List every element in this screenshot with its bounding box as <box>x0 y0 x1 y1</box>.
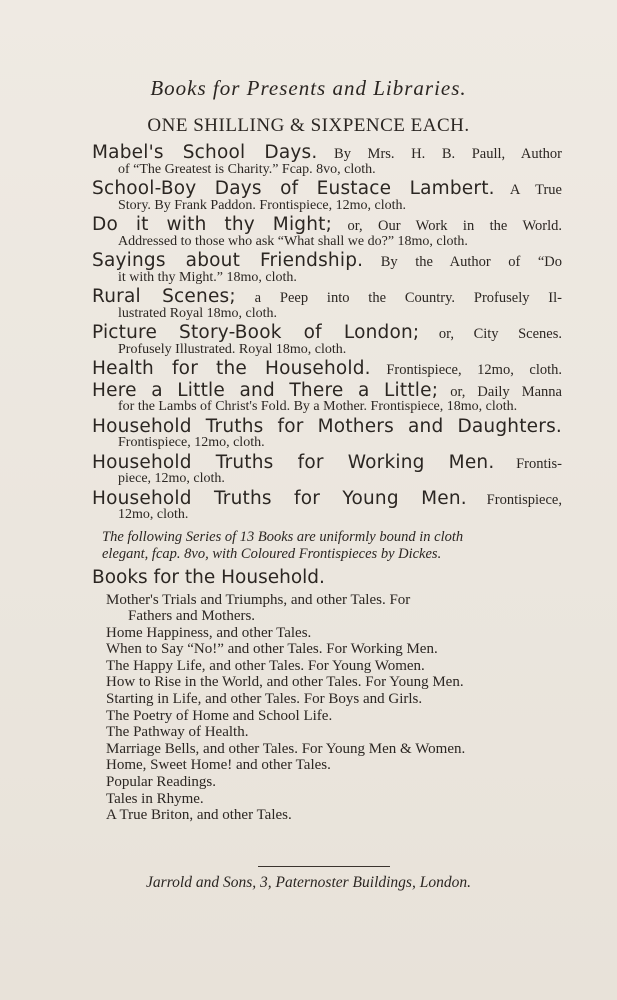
series-item <box>106 724 562 741</box>
entry-description: Frontispiece, <box>466 491 562 508</box>
entry-first-line <box>92 142 563 163</box>
entry-title: Rural Scenes; <box>92 286 236 307</box>
entry-continuation: piece, 12mo, cloth. <box>118 471 225 486</box>
entry-first-line <box>92 415 562 437</box>
series-item-title: Starting in Life, and other Tales. For Boys and Girls. <box>106 691 423 708</box>
series-item-title: The Pathway of Health. <box>106 724 249 741</box>
series-item-title: Home Happiness, and other Tales. <box>106 624 312 641</box>
entry-first-line <box>92 322 562 343</box>
entry-title: Here a Little and There a Little; <box>92 379 439 401</box>
entry-title: Household Truths for Working Men. <box>92 451 495 473</box>
entry-first-line <box>92 286 562 307</box>
entry-description: By Mrs. H. B. Paull, Author <box>317 146 563 162</box>
entry-description: or, Our Work in the World. <box>332 218 562 234</box>
series-item <box>106 674 562 691</box>
series-item-title: The Happy Life, and other Tales. For Young Women. <box>106 657 425 674</box>
entry-first-line <box>92 250 562 271</box>
entry-continuation: lustrated Royal 18mo, cloth. <box>118 305 278 321</box>
catalogue-entry <box>92 250 562 285</box>
entry-continuation: of “The Greatest is Charity.” Fcap. 8vo, cloth. <box>118 161 376 177</box>
entry-first-line <box>92 487 562 509</box>
series-item <box>106 641 562 658</box>
series-item <box>106 658 562 675</box>
entry-description: By the Author of “Do <box>363 254 562 270</box>
entry-title: Mabel's School Days. <box>92 142 318 163</box>
entry-continuation: Story. By Frank Paddon. Frontispiece, 12mo, cloth. <box>118 197 407 213</box>
entry-first-line <box>92 451 562 473</box>
entry-description: or, Daily Manna <box>438 383 562 400</box>
catalogue-entries <box>92 142 563 523</box>
series-item <box>106 791 562 808</box>
catalogue-entry <box>92 415 562 451</box>
entry-continuation: Addressed to those who ask “What shall we do?” 18mo, cloth. <box>118 233 468 249</box>
series-item <box>106 807 562 824</box>
series-title: Books for the Household. <box>92 566 325 588</box>
entry-first-line <box>92 379 562 401</box>
catalogue-entry <box>92 214 562 249</box>
series-item-title: A True Briton, and other Tales. <box>106 807 292 824</box>
catalogue-entry <box>92 487 562 523</box>
catalogue-entry <box>92 286 562 321</box>
entry-first-line <box>92 358 562 379</box>
entry-title: Household Truths for Young Men. <box>92 487 467 509</box>
catalogue-entry <box>92 178 562 213</box>
entry-description: or, City Scenes. <box>419 326 562 342</box>
catalogue-entry <box>92 379 562 415</box>
entry-title: Sayings about Friendship. <box>92 250 364 271</box>
series-item <box>106 708 562 725</box>
entry-title: School-Boy Days of Eustace Lambert. <box>92 178 495 199</box>
entry-continuation: 12mo, cloth. <box>118 507 189 522</box>
series-item <box>106 592 562 625</box>
catalogue-entry <box>92 451 562 487</box>
entry-first-line <box>92 214 562 235</box>
series-item-title: The Poetry of Home and School Life. <box>106 707 333 724</box>
entry-title: Health for the Household. <box>92 358 371 379</box>
series-item-audience: Fathers and Mothers. <box>128 608 256 625</box>
entry-first-line <box>92 178 562 199</box>
series-item-title: Mother's Trials and Triumphs, and other Tales. For <box>106 591 411 608</box>
series-item <box>106 741 562 758</box>
entry-title: Picture Story-Book of London; <box>92 322 420 343</box>
series-item <box>106 774 562 791</box>
divider-rule <box>258 866 390 867</box>
catalogue-entry <box>92 358 562 379</box>
series-item-title: Marriage Bells, and other Tales. For Young Men & Women. <box>106 740 466 757</box>
entry-title: Do it with thy Might; <box>92 214 333 235</box>
series-item <box>106 625 562 642</box>
entry-description: Frontispiece, 12mo, cloth. <box>370 362 562 378</box>
running-head: Books for Presents and Libraries. <box>150 76 467 100</box>
entry-continuation: Frontispiece, 12mo, cloth. <box>118 435 265 450</box>
entry-title: Household Truths for Mothers and Daughters. <box>92 415 562 437</box>
entry-description: a Peep into the Country. Profusely Il- <box>235 290 562 306</box>
series-note <box>102 529 562 563</box>
publisher-imprint: Jarrold and Sons, 3, Paternoster Buildings, London. <box>146 874 471 891</box>
series-item-title: Home, Sweet Home! and other Tales. <box>106 757 331 774</box>
series-list <box>92 592 562 824</box>
series-item-title: Popular Readings. <box>106 774 216 791</box>
entry-description: Frontis- <box>494 455 562 472</box>
series-item <box>106 757 562 774</box>
entry-continuation: Profusely Illustrated. Royal 18mo, cloth. <box>118 341 347 357</box>
series-item <box>106 691 562 708</box>
series-item-title: When to Say “No!” and other Tales. For Working Men. <box>106 641 438 658</box>
entry-continuation: for the Lambs of Christ's Fold. By a Mother. Frontispiece, 18mo, cloth. <box>118 399 518 414</box>
series-item-title: Tales in Rhyme. <box>106 790 204 807</box>
entry-description: A True <box>494 182 562 198</box>
series-item-title: How to Rise in the World, and other Tales. For Young Men. <box>106 674 464 691</box>
series-note-line-1: The following Series of 13 Books are uniformly bound in cloth <box>102 528 464 545</box>
price-heading: ONE SHILLING & SIXPENCE EACH. <box>147 115 470 136</box>
catalogue-entry <box>92 322 562 357</box>
catalogue-entry <box>92 142 563 177</box>
entry-continuation: it with thy Might.” 18mo, cloth. <box>118 269 297 285</box>
catalogue-content <box>92 142 563 824</box>
series-note-line-2: elegant, fcap. 8vo, with Coloured Frontispieces by Dickes. <box>102 545 442 562</box>
